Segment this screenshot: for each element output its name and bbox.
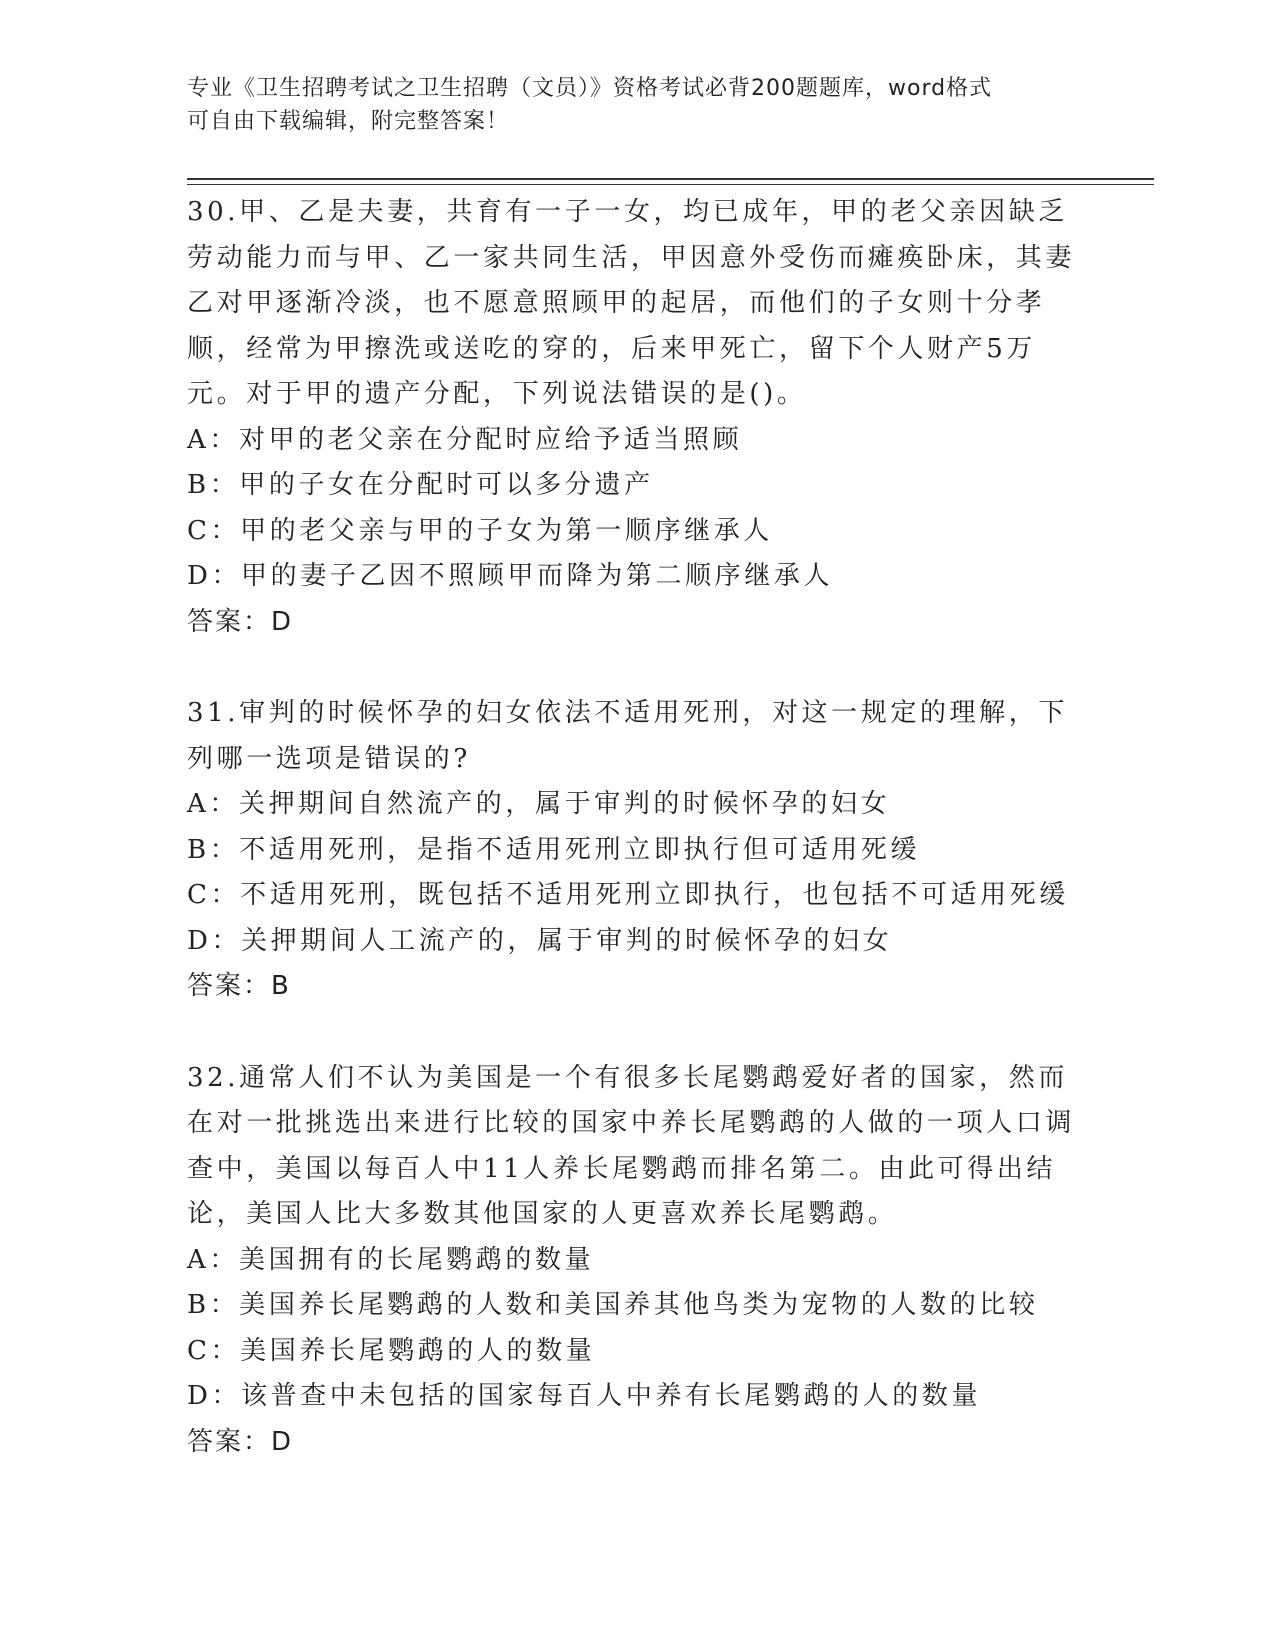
header-line-2: 可自由下载编辑，附完整答案！ bbox=[187, 109, 510, 134]
option-b: B：美国养长尾鹦鹉的人数和美国养其他鸟类为宠物的人数的比较 bbox=[187, 1290, 1039, 1320]
question-32 bbox=[187, 1056, 1077, 1466]
header-rule-thin bbox=[187, 184, 1154, 185]
question-31 bbox=[187, 691, 1077, 1010]
option-b: B：不适用死刑，是指不适用死刑立即执行但可适用死缓 bbox=[187, 834, 921, 865]
header-line-1: 专业《卫生招聘考试之卫生招聘（文员）》资格考试必背200题题库，word格式 bbox=[187, 76, 993, 101]
option-c: C：美国养长尾鹦鹉的人的数量 bbox=[187, 1335, 596, 1366]
question-spacer bbox=[187, 645, 1077, 691]
option-a: A：关押期间自然流产的，属于审判的时候怀孕的妇女 bbox=[187, 789, 891, 819]
question-list bbox=[187, 190, 1077, 1465]
answer: 答案：B bbox=[187, 971, 291, 1001]
option-c: C：不适用死刑，既包括不适用死刑立即执行，也包括不可适用死缓 bbox=[187, 880, 1069, 910]
question-text: 32.通常人们不认为美国是一个有很多长尾鹦鹉爱好者的国家，然而在对一批挑选出来进行比较的国家中养长尾鹦鹉的人做的一项人口调查中，美国以每百人中11人养长尾鹦鹉而排名第二。由此可得出结论，美国人比大多数其他国家的人更喜欢养长尾鹦鹉。 bbox=[187, 1062, 1076, 1229]
question-text: 30.甲、乙是夫妻，共育有一子一女，均已成年，甲的老父亲因缺乏劳动能力而与甲、乙一家共同生活，甲因意外受伤而瘫痪卧床，其妻乙对甲逐渐冷淡，也不愿意照顾甲的起居，而他们的子女则十分孝顺，经常为甲擦洗或送吃的穿的，后来甲死亡，留下个人财产5万元。对于甲的遗产分配，下列说法错误的是()。 bbox=[187, 197, 1076, 409]
answer: 答案：D bbox=[187, 606, 294, 637]
option-a: A：对甲的老父亲在分配时应给予适当照顾 bbox=[187, 424, 743, 455]
option-d: D：关押期间人工流产的，属于审判的时候怀孕的妇女 bbox=[187, 925, 893, 956]
page-header bbox=[187, 72, 1067, 138]
option-d: D：该普查中未包括的国家每百人中养有长尾鹦鹉的人的数量 bbox=[187, 1381, 982, 1411]
question-30 bbox=[187, 190, 1077, 645]
header-rule-thick bbox=[187, 178, 1154, 180]
answer: 答案：D bbox=[187, 1426, 294, 1457]
option-c: C：甲的老父亲与甲的子女为第一顺序继承人 bbox=[187, 515, 773, 546]
option-a: A：美国拥有的长尾鹦鹉的数量 bbox=[187, 1244, 595, 1275]
question-text: 31.审判的时候怀孕的妇女依法不适用死刑，对这一规定的理解，下列哪一选项是错误的? bbox=[187, 698, 1068, 774]
option-b: B：甲的子女在分配时可以多分遗产 bbox=[187, 470, 654, 500]
option-d: D：甲的妻子乙因不照顾甲而降为第二顺序继承人 bbox=[187, 561, 834, 591]
question-spacer bbox=[187, 1010, 1077, 1056]
